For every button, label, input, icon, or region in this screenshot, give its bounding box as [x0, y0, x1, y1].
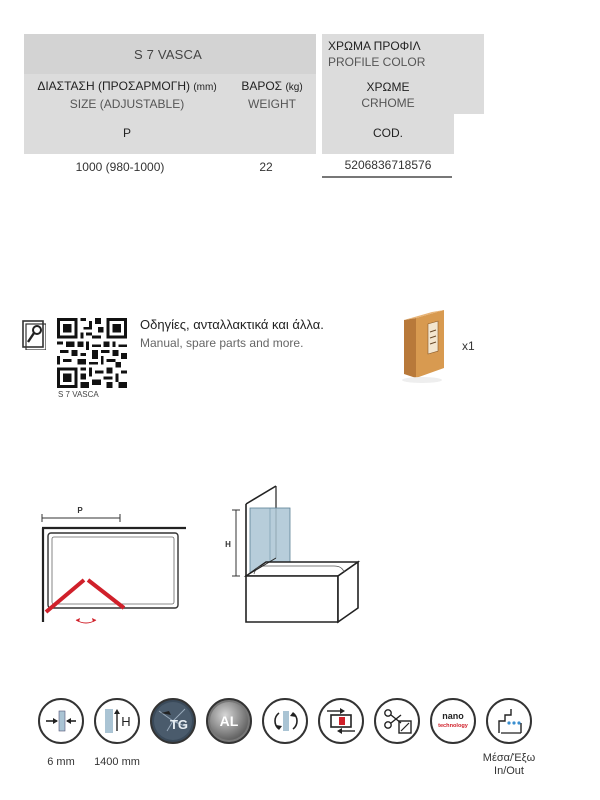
in-out-icon	[486, 698, 532, 744]
color-value-cell	[322, 78, 454, 112]
model-name: S 7 VASCA	[133, 46, 203, 62]
glass-thickness-value: 6 mm	[47, 756, 75, 768]
weight-label-unit: (kg)	[285, 82, 303, 93]
size-value: 1000 (980-1000)	[75, 160, 165, 174]
tg-label: TG	[169, 717, 189, 732]
size-label-unit: (mm)	[193, 82, 217, 93]
cod-header: COD.	[373, 126, 403, 140]
in-out-gr: Μέσα/Έξω	[482, 752, 536, 764]
plan-p-label: P	[77, 506, 83, 515]
nano-technology-label: technology	[438, 723, 468, 729]
weight-value: 22	[259, 160, 273, 174]
package-box-icon	[400, 308, 450, 384]
manual-title[interactable]: Οδηγίες, ανταλλακτικά και άλλα.	[140, 317, 324, 332]
in-out-en: In/Out	[494, 765, 524, 777]
profile-color-en: PROFILE COLOR	[328, 55, 426, 69]
plan-view-drawing	[36, 500, 196, 630]
package-quantity: x1	[462, 339, 475, 353]
color-gr: ΧΡΩΜΕ	[366, 80, 410, 94]
front-h-label: H	[225, 540, 231, 549]
in-out-caption	[468, 752, 550, 778]
slide-profile-icon	[318, 698, 364, 744]
code-value: 5206836718576	[344, 158, 432, 172]
reversible-icon	[262, 698, 308, 744]
weight-label-gr: ΒΑΡΟΣ	[241, 79, 283, 93]
nano-technology-icon	[430, 698, 476, 744]
weight-label-en: WEIGHT	[248, 97, 296, 111]
manual-subtitle[interactable]: Manual, spare parts and more.	[140, 336, 304, 350]
profile-color-header	[322, 36, 484, 72]
qr-caption: S 7 VASCA	[58, 390, 99, 399]
height-icon-label: H	[121, 714, 131, 729]
tempered-glass-icon	[150, 698, 196, 744]
code-underline	[322, 176, 452, 178]
cut-to-size-icon	[374, 698, 420, 744]
size-label-en: SIZE (ADJUSTABLE)	[69, 97, 185, 111]
manual-tool-icon	[22, 320, 46, 350]
color-en: CRHOME	[361, 96, 415, 110]
weight-header	[228, 78, 316, 112]
aluminium-icon	[206, 698, 252, 744]
qr-code[interactable]	[56, 318, 128, 388]
glass-thickness-icon	[38, 698, 84, 744]
height-value: 1400 mm	[94, 756, 140, 768]
al-label: AL	[219, 713, 239, 729]
profile-color-gr: ΧΡΩΜΑ ΠΡΟΦΙΛ	[328, 39, 421, 53]
front-view-drawing	[218, 484, 368, 634]
size-label-gr: ΔΙΑΣΤΑΣΗ (ΠΡΟΣΑΡΜΟΓΗ)	[37, 79, 190, 93]
nano-label: nano	[442, 711, 464, 721]
p-header: P	[122, 126, 131, 140]
size-header	[24, 78, 230, 112]
height-icon	[94, 698, 140, 744]
